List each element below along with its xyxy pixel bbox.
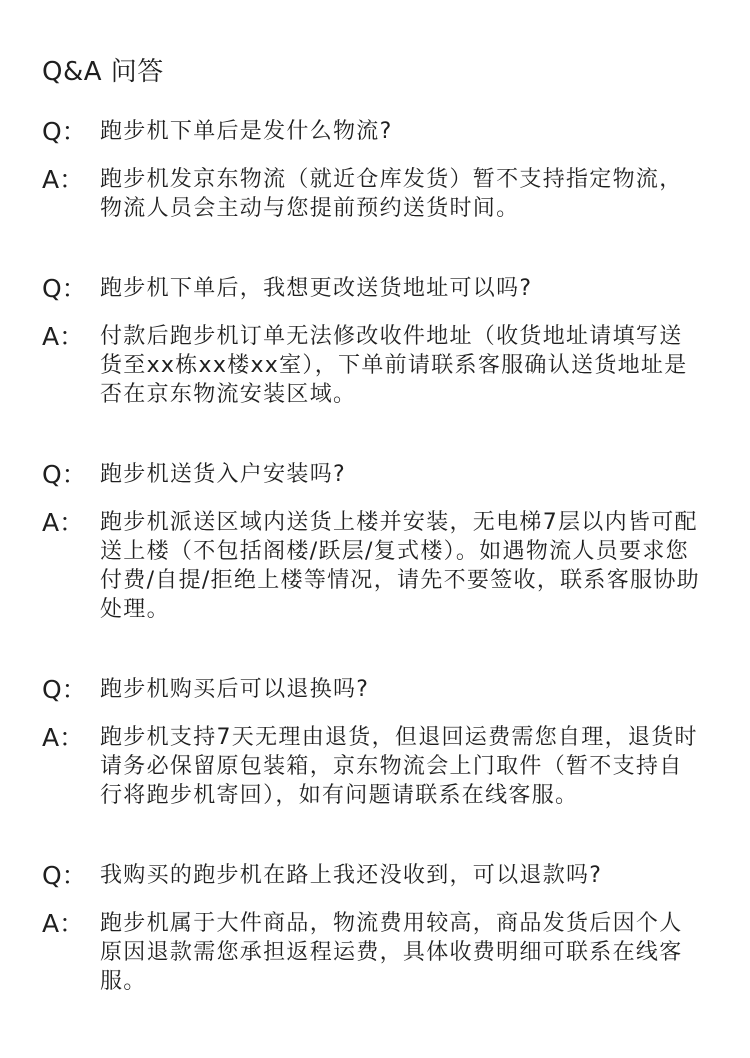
answer-row: [42, 909, 750, 996]
answer-text: 跑步机支持7天无理由退货，但退回运费需您自理，退货时请务必保留原包装箱，京东物流会上门取件（暂不支持自行将跑步机寄回），如有问题请联系在线客服。: [100, 725, 698, 808]
answer-text: 跑步机派送区域内送货上楼并安装，无电梯7层以内皆可配送上楼（不包括阁楼/跃层/复式楼）。如遇物流人员要求您付费/自提/拒绝上楼等情况，请先不要签收，联系客服协助处理。: [100, 510, 700, 622]
answer-row: [42, 165, 750, 223]
question-row: [42, 117, 750, 146]
qa-item: [42, 274, 750, 409]
page-title: Q&A 问答: [42, 57, 164, 87]
answer-prefix: A：: [42, 909, 85, 938]
question-row: [42, 460, 750, 489]
question-row: [42, 274, 750, 303]
question-row: [42, 861, 750, 890]
question-text: 跑步机送货入户安装吗?: [100, 462, 346, 487]
question-prefix: Q：: [42, 117, 87, 146]
answer-prefix: A：: [42, 723, 85, 752]
question-prefix: Q：: [42, 861, 87, 890]
question-prefix: Q：: [42, 675, 87, 704]
question-text: 跑步机购买后可以退换吗?: [100, 677, 370, 702]
question-text: 跑步机下单后，我想更改送货地址可以吗?: [100, 276, 533, 301]
answer-row: [42, 508, 750, 624]
answer-row: [42, 723, 750, 810]
qa-item: [42, 117, 750, 223]
question-prefix: Q：: [42, 460, 87, 489]
answer-prefix: A：: [42, 508, 85, 537]
question-text: 跑步机下单后是发什么物流?: [100, 119, 393, 144]
question-text: 我购买的跑步机在路上我还没收到，可以退款吗?: [100, 863, 603, 888]
qa-item: [42, 861, 750, 996]
answer-text: 跑步机发京东物流（就近仓库发货）暂不支持指定物流，物流人员会主动与您提前预约送货时间。: [100, 167, 683, 221]
question-prefix: Q：: [42, 274, 87, 303]
qa-item: [42, 460, 750, 624]
answer-prefix: A：: [42, 322, 85, 351]
question-row: [42, 675, 750, 704]
answer-text: 跑步机属于大件商品，物流费用较高，商品发货后因个人原因退款需您承担返程运费，具体收费明细可联系在线客服。: [100, 911, 683, 994]
qa-list: [42, 117, 750, 996]
answer-text: 付款后跑步机订单无法修改收件地址（收货地址请填写送货至xx栋xx楼xx室），下单前请联系客服确认送货地址是否在京东物流安装区域。: [100, 324, 688, 407]
answer-prefix: A：: [42, 165, 85, 194]
qa-item: [42, 675, 750, 810]
answer-row: [42, 322, 750, 409]
